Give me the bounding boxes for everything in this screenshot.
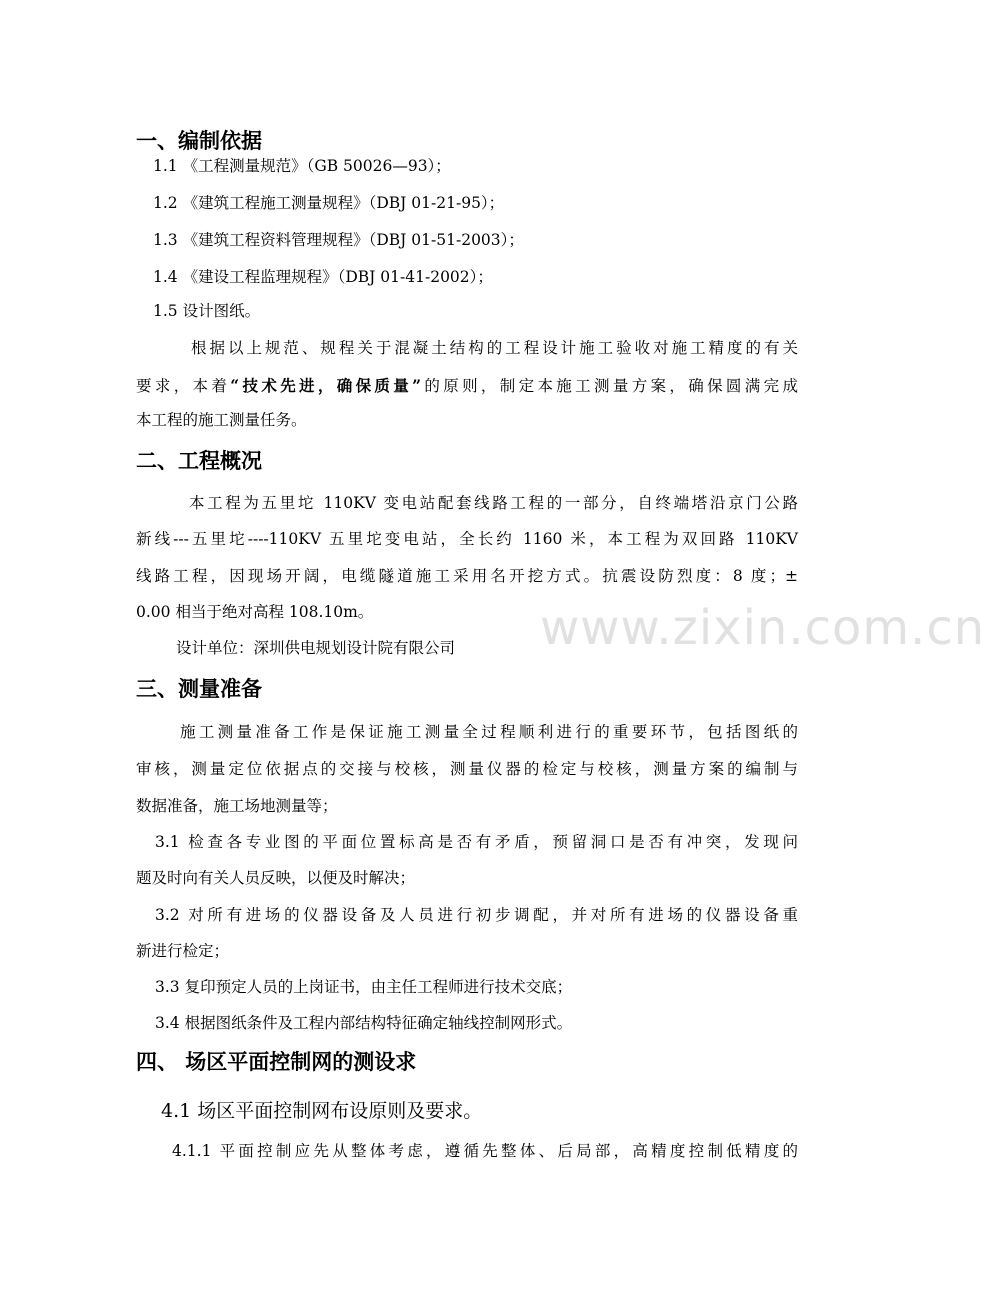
section-2-heading: 二、工程概况 xyxy=(136,449,262,473)
reference-item-4: 1.4 《建设工程监理规程》（DBJ 01-41-2002）； xyxy=(153,268,493,286)
subsection-4-1-heading: 4.1 场区平面控制网布设原则及要求。 xyxy=(161,1100,483,1122)
prep-item-3-4: 3.4 根据图纸条件及工程内部结构特征确定轴线控制网形式。 xyxy=(155,1014,573,1032)
overview-line-4: 0.00 相当于绝对高程 108.10m。 xyxy=(136,603,374,621)
watermark: www.zixin.com.cn xyxy=(540,600,985,656)
overview-line-3: 线路工程，因现场开阔，电缆隧道施工采用名开挖方式。抗震设防烈度：8 度；± xyxy=(136,567,798,585)
overview-line-1: 本工程为五里坨 110KV 变电站配套线路工程的一部分，自终端塔沿京门公路 xyxy=(189,494,798,512)
prep-item-3-1-line-1: 3.1 检查各专业图的平面位置标高是否有矛盾，预留洞口是否有冲突，发现问 xyxy=(155,833,798,851)
section-4-heading: 四、 场区平面控制网的测设求 xyxy=(136,1050,417,1074)
reference-item-1: 1.1 《工程测量规范》（GB 50026—93）； xyxy=(153,157,451,175)
prep-item-3-3: 3.3 复印预定人员的上岗证书，由主任工程师进行技术交底； xyxy=(155,978,573,996)
reference-item-2: 1.2 《建筑工程施工测量规程》（DBJ 01-21-95）； xyxy=(153,194,505,212)
prep-item-3-2-line-1: 3.2 对所有进场的仪器设备及人员进行初步调配，并对所有进场的仪器设备重 xyxy=(155,906,798,924)
item-4-1-1-line-1: 4.1.1 平面控制应先从整体考虑，遵循先整体、后局部，高精度控制低精度的 xyxy=(172,1142,798,1160)
basis-text-post: 的原则，制定本施工测量方案，确保圆满完成 xyxy=(421,377,798,395)
prep-intro-line-1: 施工测量准备工作是保证施工测量全过程顺利进行的重要环节，包括图纸的 xyxy=(180,723,798,741)
prep-intro-line-2: 审核，测量定位依据点的交接与校核，测量仪器的检定与校核，测量方案的编制与 xyxy=(136,760,798,778)
prep-intro-line-3: 数据准备，施工场地测量等； xyxy=(136,797,338,815)
reference-item-3: 1.3 《建筑工程资料管理规程》（DBJ 01-51-2003）； xyxy=(153,231,524,249)
reference-item-5: 1.5 设计图纸。 xyxy=(153,302,261,320)
basis-paragraph-line-3: 本工程的施工测量任务。 xyxy=(136,411,307,429)
design-unit: 设计单位：深圳供电规划设计院有限公司 xyxy=(176,639,456,657)
prep-item-3-1-line-2: 题及时向有关人员反映，以便及时解决； xyxy=(136,869,416,887)
section-3-heading: 三、测量准备 xyxy=(136,677,262,701)
basis-text-pre: 要求，本着 xyxy=(136,377,231,395)
overview-line-2: 新线---五里坨----110KV 五里坨变电站，全长约 1160 米，本工程为双回路 110KV xyxy=(136,530,798,548)
basis-paragraph-line-2 xyxy=(136,375,798,397)
basis-principle-bold: “技术先进，确保质量” xyxy=(230,376,422,395)
section-1-heading: 一、编制依据 xyxy=(136,129,262,153)
basis-paragraph-line-1: 根据以上规范、规程关于混凝土结构的工程设计施工验收对施工精度的有关 xyxy=(191,339,798,357)
prep-item-3-2-line-2: 新进行检定； xyxy=(136,942,230,960)
